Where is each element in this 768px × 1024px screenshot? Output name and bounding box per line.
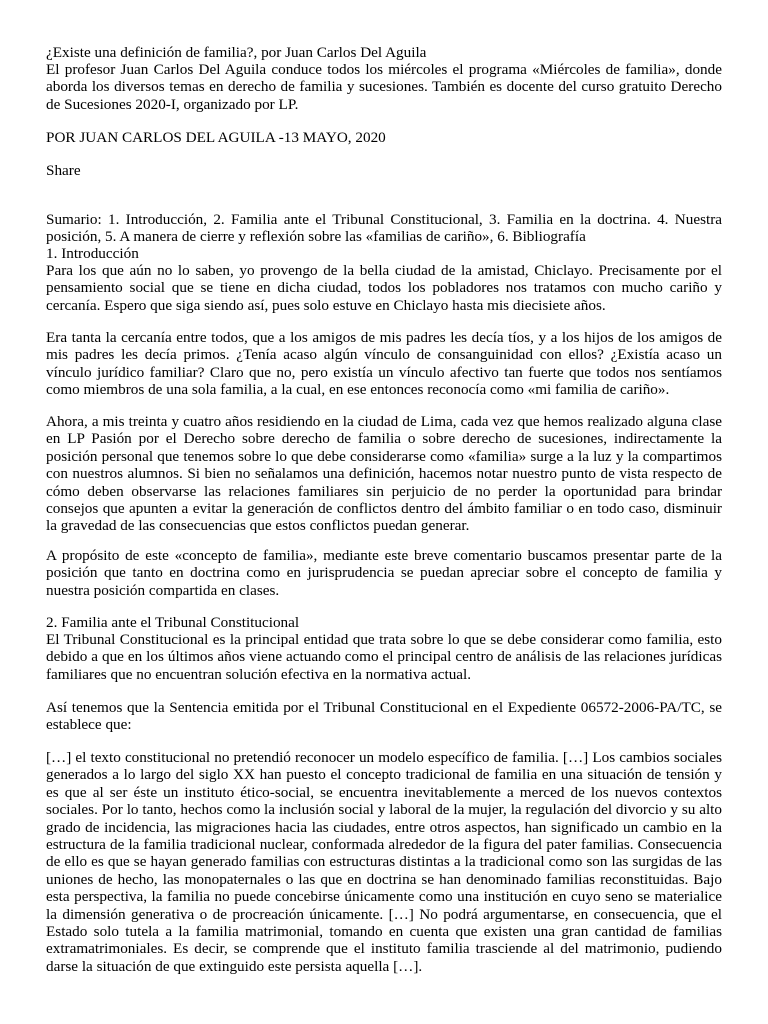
article-summary: Sumario: 1. Introducción, 2. Familia ante el Tribunal Constitucional, 3. Familia en la doctrina. 4. Nuestra posición, 5. A manera de cierre y reflexión sobre las «familias de cariño», 6. Bibliografía [46,211,722,246]
section-2-paragraph-2: Así tenemos que la Sentencia emitida por el Tribunal Constitucional en el Expediente 06572-2006-PA/TC, se establece que: [46,699,722,734]
article-byline: POR JUAN CARLOS DEL AGUILA -13 MAYO, 2020 [46,129,386,146]
section-1-paragraph-1: Para los que aún no lo saben, yo provengo de la bella ciudad de la amistad, Chiclayo. Precisamente por el pensamiento social que se tiene en dicha ciudad, todos los pobladores nos tratamos con mucho cariño y cercanía. Espero que siga siendo así, pues solo estuve en Chiclayo hasta mis diecisiete años. [46,262,722,314]
section-1-paragraph-3: Ahora, a mis treinta y cuatro años residiendo en la ciudad de Lima, cada vez que hemos realizado alguna clase en LP Pasión por el Derecho sobre derecho de familia o sobre derecho de sucesiones, indirectamente la posición personal que tenemos sobre lo que debe considerarse como «familia» surge a la luz y la compartimos con nuestros alumnos. Si bien no señalamos una definición, hacemos notar nuestro punto de vista respecto de cómo deben observarse las relaciones familiares sin perjuicio de no perder la oportunidad para brindar consejos que apunten a evitar la generación de conflictos dentro del ámbito familiar o en todo caso, disminuir la gravedad de las consecuencias que estos conflictos puedan generar. [46,413,722,535]
share-label: Share [46,162,81,179]
section-1-heading: 1. Introducción [46,245,139,262]
court-ruling-quote: […] el texto constitucional no pretendió reconocer un modelo específico de familia. […] Los cambios sociales generados a lo largo del siglo XX han puesto el concepto tradicional de familia en una situación de tensión y es que al ser éste un instituto ético-social, se encuentra inevitablemente a merced de los nuevos contextos sociales. Por lo tanto, hechos como la inclusión social y laboral de la mujer, la regulación del divorcio y su alto grado de incidencia, las migraciones hacia las ciudades, entre otros aspectos, han significado un cambio en la estructura de la familia tradicional nuclear, conformada alrededor de la figura del pater familias. Consecuencia de ello es que se hayan generado familias con estructuras distintas a la tradicional como son las surgidas de las uniones de hecho, las monopaternales o las que en doctrina se han denominado familias reconstituidas. Bajo esta perspectiva, la familia no puede concebirse únicamente como una institución en cuyo seno se materialice la dimensión generativa o de procreación únicamente. […] No podrá argumentarse, en consecuencia, que el Estado solo tutela a la familia matrimonial, tomando en cuenta que existen una gran cantidad de familias extramatrimoniales. Es decir, se comprende que el instituto familia trasciende al del matrimonio, pudiendo darse la situación de que extinguido este persista aquella […]. [46,749,722,975]
section-1-paragraph-4: A propósito de este «concepto de familia», mediante este breve comentario buscamos presentar parte de la posición que tanto en doctrina como en jurisprudencia se puedan apreciar sobre el concepto de familia y nuestra posición compartida en clases. [46,547,722,599]
article-intro: El profesor Juan Carlos Del Aguila conduce todos los miércoles el programa «Miércoles de familia», donde aborda los diversos temas en derecho de familia y sucesiones. También es docente del curso gratuito Derecho de Sucesiones 2020-I, organizado por LP. [46,61,722,113]
article-title: ¿Existe una definición de familia?, por Juan Carlos Del Aguila [46,44,427,61]
section-1-paragraph-2: Era tanta la cercanía entre todos, que a los amigos de mis padres les decía tíos, y a los hijos de los amigos de mis padres les decía primos. ¿Tenía acaso algún vínculo de consanguinidad con ellos? ¿Existía acaso un vínculo jurídico familiar? Claro que no, pero existía un vínculo afectivo tan fuerte que todos nos sentíamos como miembros de una sola familia, a la cual, en ese entonces reconocía como «mi familia de cariño». [46,329,722,399]
section-2-paragraph-1: El Tribunal Constitucional es la principal entidad que trata sobre lo que se debe considerar como familia, esto debido a que en los últimos años viene actuando como el principal centro de análisis de las relaciones jurídicas familiares que no encuentran solución efectiva en la normativa actual. [46,631,722,683]
section-2-heading: 2. Familia ante el Tribunal Constitucional [46,614,300,631]
